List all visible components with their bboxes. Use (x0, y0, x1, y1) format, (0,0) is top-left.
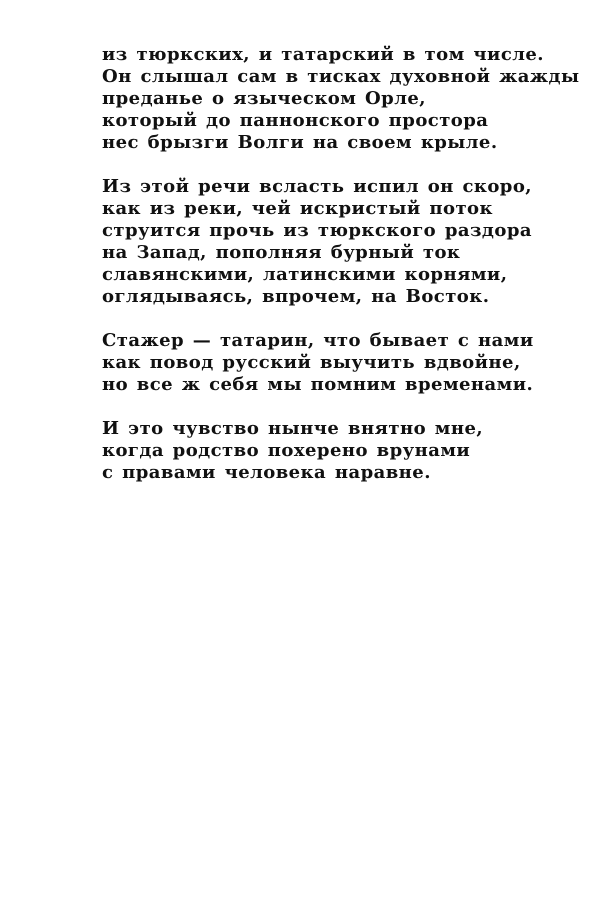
poem-line: славянскими, латинскими корнями, (102, 264, 508, 285)
stanza-3 (102, 330, 582, 396)
poem-line: струится прочь из тюркского раздора (102, 220, 532, 241)
poem-line: который до паннонского простора (102, 110, 489, 131)
poem-line: И это чувство нынче внятно мне, (102, 418, 484, 439)
stanza-4 (102, 418, 582, 484)
poem-line: преданье о языческом Орле, (102, 88, 426, 109)
poem-line: как из реки, чей искристый поток (102, 198, 493, 219)
poem-text (102, 44, 582, 506)
poem-line: но все ж себя мы помним временами. (102, 374, 534, 395)
poem-line: оглядываясь, впрочем, на Восток. (102, 286, 490, 307)
poem-line: Из этой речи всласть испил он скоро, (102, 176, 533, 197)
poem-line: когда родство похерено врунами (102, 440, 471, 461)
poem-line: нес брызги Волги на своем крыле. (102, 132, 498, 153)
poem-line: Стажер — татарин, что бывает с нами (102, 330, 534, 351)
poem-line: как повод русский выучить вдвойне, (102, 352, 521, 373)
poem-line: из тюркских, и татарский в том числе. (102, 44, 545, 65)
poem-line: на Запад, пополняя бурный ток (102, 242, 461, 263)
stanza-1 (102, 44, 582, 154)
stanza-2 (102, 176, 582, 308)
poem-line: Он слышал сам в тисках духовной жажды (102, 66, 580, 87)
poem-line: с правами человека наравне. (102, 462, 431, 483)
